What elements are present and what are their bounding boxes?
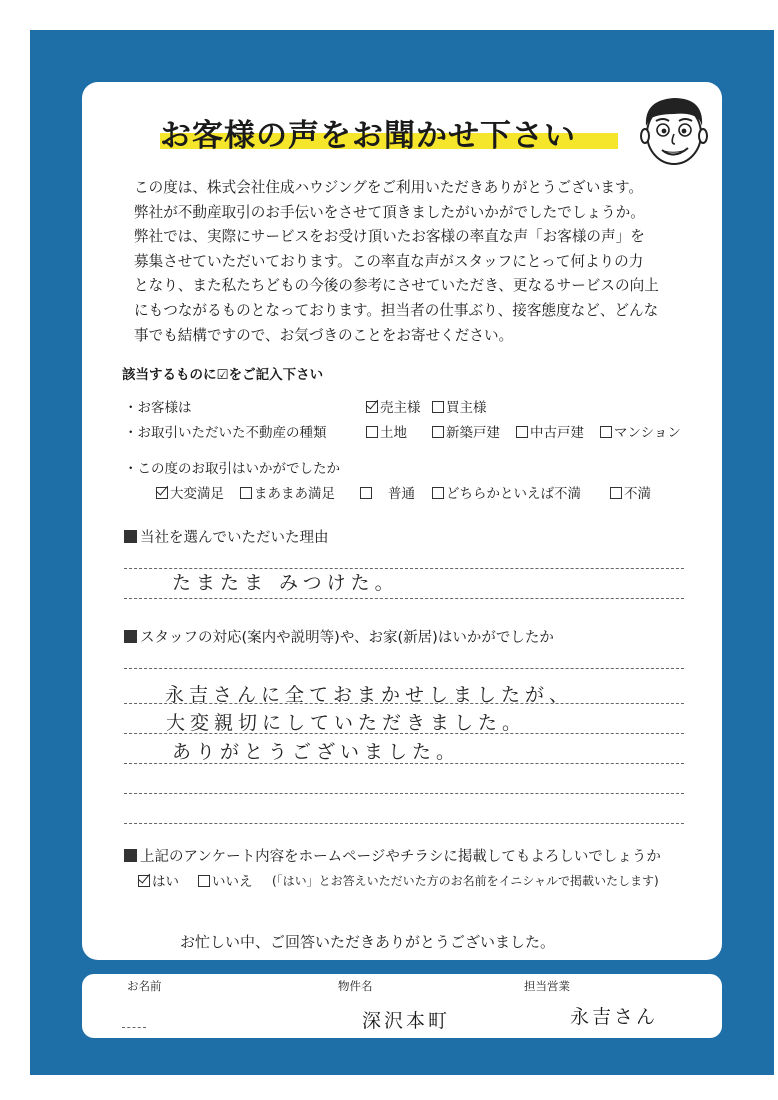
option-apartment[interactable]: マンション: [600, 421, 681, 441]
option-land[interactable]: 土地: [366, 421, 407, 441]
name-field-line: [122, 1027, 146, 1028]
staff-heading: スタッフの対応(案内や説明等)や、お家(新居)はいかがでしたか: [124, 626, 554, 647]
option-fairly-satisfied[interactable]: まあまあ満足: [240, 482, 335, 502]
mascot-face-icon: [634, 90, 714, 170]
option-somewhat-dissatisfied[interactable]: どちらかといえば不満: [432, 482, 581, 502]
q-satisfaction-label: ・この度のお取引はいかがでしたか: [124, 461, 340, 477]
option-used-house[interactable]: 中古戸建: [516, 421, 584, 441]
page-title: お客様の声をお聞かせ下さい: [160, 118, 576, 154]
seller-checkbox[interactable]: [366, 401, 378, 413]
q-property-label: ・お取引いただいた不動産の種類: [124, 425, 327, 441]
sales-label: 担当営業: [524, 979, 570, 993]
option-dissatisfied[interactable]: 不満: [610, 482, 651, 502]
square-bullet-icon: [124, 849, 137, 862]
neutral-checkbox[interactable]: [360, 487, 372, 499]
staff-answer-line-1[interactable]: 永吉さんに全ておまかせしましたが、: [165, 684, 574, 706]
answer-line: [124, 793, 684, 794]
staff-answer-line-2[interactable]: 大変親切にしていただきました。: [166, 712, 527, 734]
publish-note: (「はい」とお答えいただいた方のお名前をイニシャルで掲載いたします): [272, 874, 659, 888]
somewhat-dissatisfied-checkbox[interactable]: [432, 487, 444, 499]
apartment-checkbox[interactable]: [600, 426, 612, 438]
buyer-checkbox[interactable]: [432, 401, 444, 413]
reason-answer[interactable]: たまたま みつけた。: [172, 572, 399, 594]
answer-line: [124, 598, 684, 599]
used-house-checkbox[interactable]: [516, 426, 528, 438]
square-bullet-icon: [124, 630, 137, 643]
staff-answer-line-3[interactable]: ありがとうございました。: [172, 741, 461, 763]
fairly-satisfied-checkbox[interactable]: [240, 487, 252, 499]
intro-text: この度は、株式会社住成ハウジングをご利用いただきありがとうございます。 弊社が不動産取引のお手伝いをさせて頂きましたがいかがでしたでしょうか。 弊社では、実際にサービスをお受け頂いたお客様の率直な声「お客様の声」を 募集させていただいております。この率直な声がスタッフにとって何よりの力 となり、また私たちどもの今後の参考にさせていただき、更なるサービスの向上 にもつながるものとなっております。担当者の仕事ぶり、接客態度など、どんな 事でも結構ですので、お気づきのことをお寄せください。: [134, 179, 659, 344]
property-value[interactable]: 深沢本町: [362, 1010, 451, 1032]
publish-no-option[interactable]: いいえ: [198, 870, 253, 890]
yes-checkbox[interactable]: [138, 875, 150, 887]
check-instruction: 該当するものに☑をご記入下さい: [122, 367, 324, 383]
answer-line: [124, 733, 684, 734]
option-buyer[interactable]: 買主様: [432, 396, 487, 416]
square-bullet-icon: [124, 530, 137, 543]
answer-line: [124, 703, 684, 704]
thanks-message: お忙しい中、ご回答いただきありがとうございました。: [180, 933, 556, 951]
property-label: 物件名: [338, 979, 373, 993]
sales-value[interactable]: 永吉さん: [570, 1006, 659, 1028]
option-neutral[interactable]: 普通: [360, 482, 415, 502]
no-checkbox[interactable]: [198, 875, 210, 887]
option-new-house[interactable]: 新築戸建: [432, 421, 500, 441]
dissatisfied-checkbox[interactable]: [610, 487, 622, 499]
new-house-checkbox[interactable]: [432, 426, 444, 438]
option-very-satisfied[interactable]: 大変満足: [156, 482, 224, 502]
answer-line: [124, 823, 684, 824]
answer-line: [124, 763, 684, 764]
answer-line: [124, 668, 684, 669]
very-satisfied-checkbox[interactable]: [156, 487, 168, 499]
reason-heading: 当社を選んでいただいた理由: [124, 526, 329, 547]
option-seller[interactable]: 売主様: [366, 396, 421, 416]
publish-heading: 上記のアンケート内容をホームページやチラシに掲載してもよろしいでしょうか: [124, 845, 661, 866]
land-checkbox[interactable]: [366, 426, 378, 438]
q-customer-label: ・お客様は: [124, 400, 192, 416]
name-label: お名前: [127, 979, 162, 993]
publish-yes-option[interactable]: はい: [138, 870, 179, 890]
